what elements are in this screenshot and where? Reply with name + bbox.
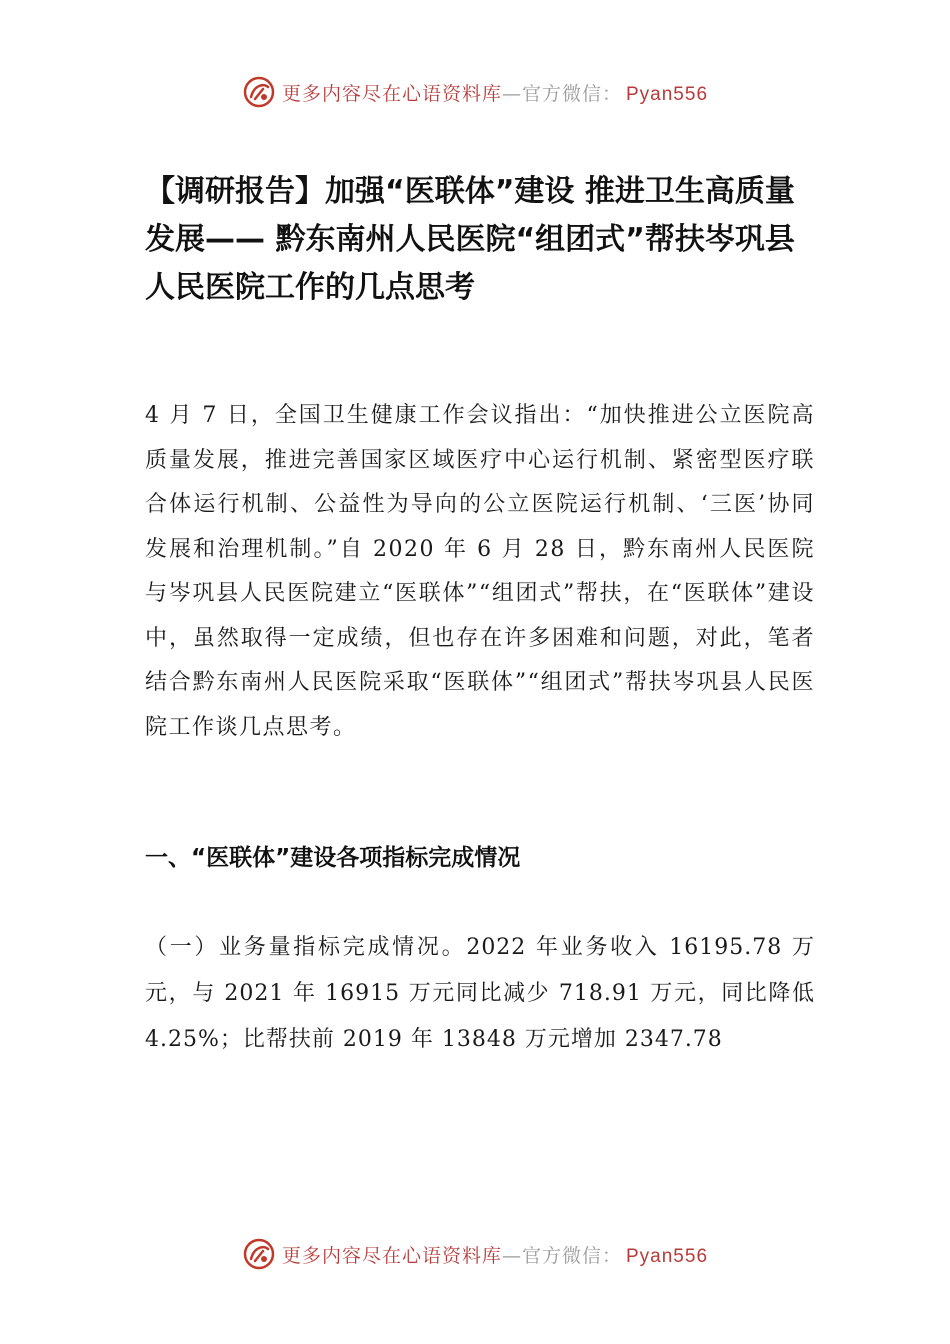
watermark-wechat-label: 官方微信： <box>521 82 622 105</box>
document-title: 【调研报告】加强“医联体”建设 推进卫生高质量发展—— 黔东南州人民医院“组团式”帮扶岑巩县人民医院工作的几点思考 <box>145 174 795 305</box>
watermark-separator: — <box>501 1244 522 1267</box>
brand-logo-icon <box>242 1237 276 1271</box>
watermark-wechat-id: Pyan556 <box>626 1245 709 1267</box>
brand-logo-icon <box>242 75 276 109</box>
watermark-wechat-id: Pyan556 <box>626 83 709 105</box>
watermark-text: 更多内容尽在心语资料库 <box>281 82 502 105</box>
section-paragraph: （一）业务量指标完成情况。2022 年业务收入 16195.78 万元，与 2021 年 16915 万元同比减少 718.91 万元，同比降低 4.25%；比帮扶前 2019 年 13848 万元增加 2347.78 <box>145 935 815 1052</box>
header-watermark <box>0 72 950 112</box>
footer-watermark <box>0 1234 950 1274</box>
watermark-wechat-label: 官方微信： <box>521 1244 622 1267</box>
watermark-text: 更多内容尽在心语资料库 <box>281 1244 502 1267</box>
intro-paragraph: 4 月 7 日，全国卫生健康工作会议指出：“加快推进公立医院高质量发展，推进完善国家区域医疗中心运行机制、紧密型医疗联合体运行机制、公益性为导向的公立医院运行机制、‘三医’协同发展和治理机制。”自 2020 年 6 月 28 日，黔东南州人民医院与岑巩县人民医院建立“医联体”“组团式”帮扶，在“医联体”建设中，虽然取得一定成绩，但也存在许多困难和问题，对此，笔者结合黔东南州人民医院采取“医联体”“组团式”帮扶岑巩县人民医院工作谈几点思考。 <box>145 403 815 740</box>
section-heading: 一、“医联体”建设各项指标完成情况 <box>145 845 521 871</box>
watermark-separator: — <box>501 82 522 105</box>
